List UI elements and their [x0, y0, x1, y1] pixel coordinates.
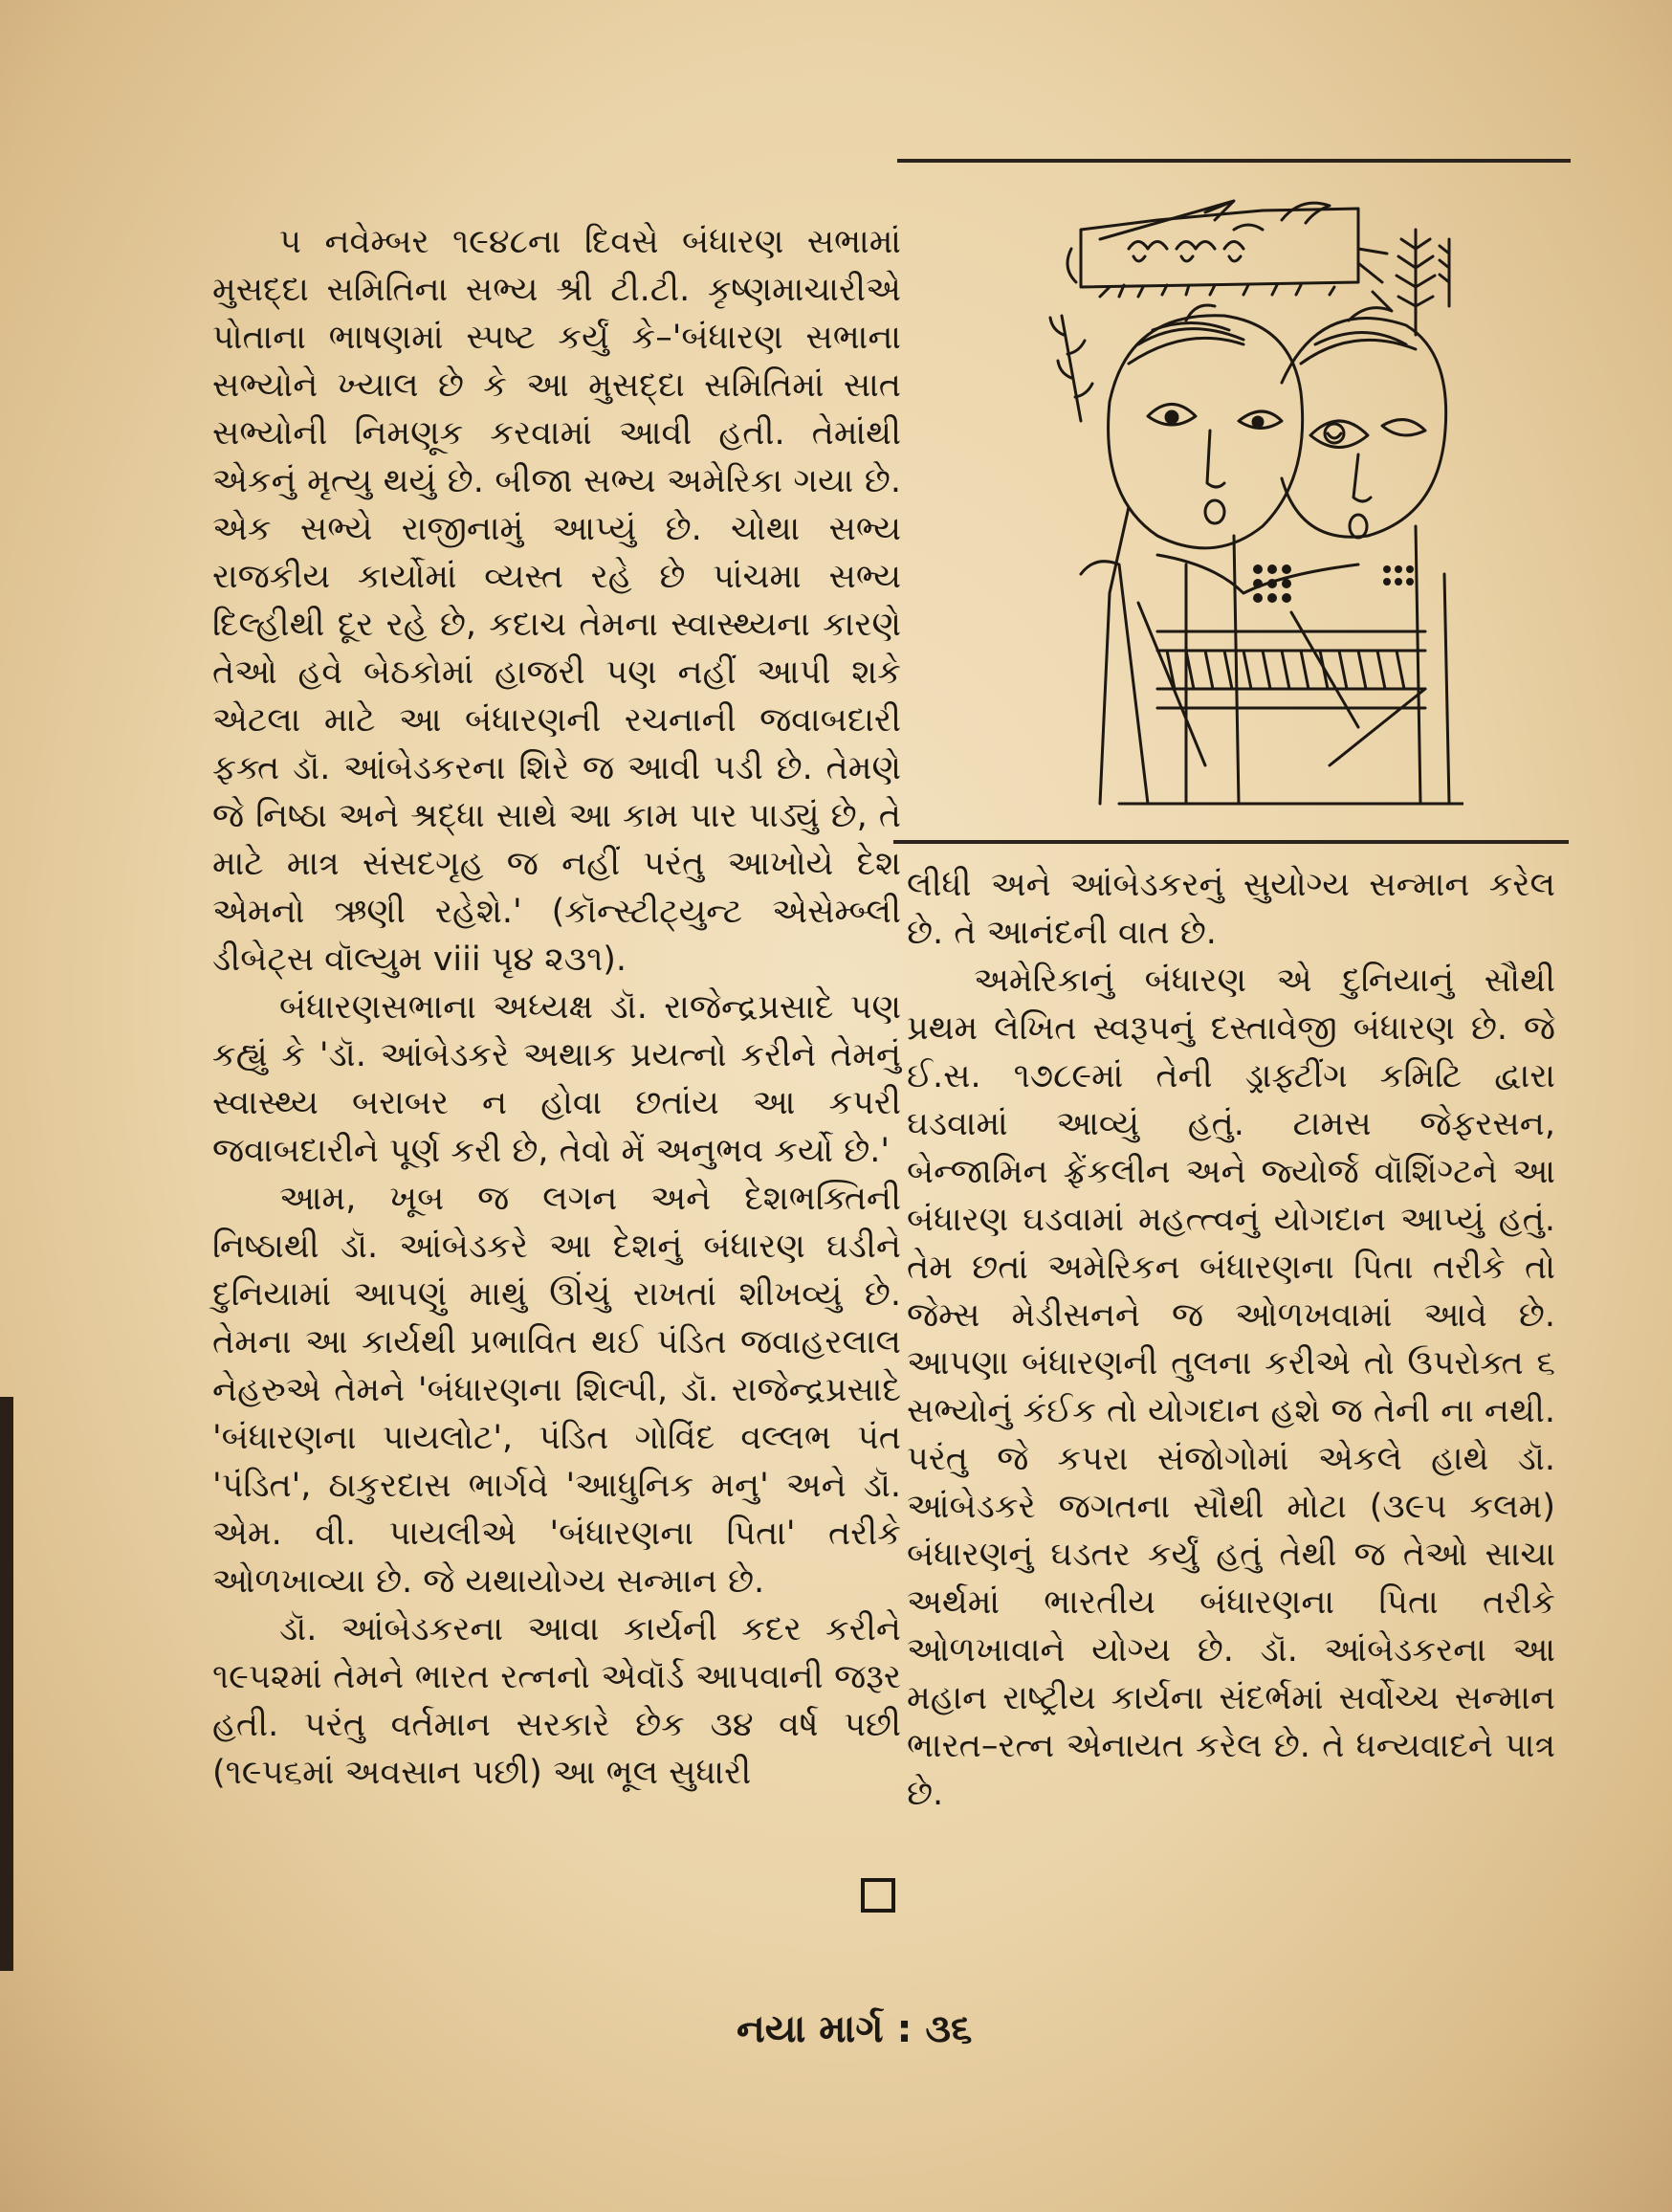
paragraph: આમ, ખૂબ જ લગન અને દેશભક્તિની નિષ્ઠાથી ડૉ. આંબેડકરે આ દેશનું બંધારણ ઘડીને દુનિયામાં આપણું માથું ઊંચું રાખતાં શીખવ્યું છે. તેમના આ કાર્યથી પ્રભાવિત થઈ પંડિત જવાહરલાલ નેહરુએ તેમને 'બંધારણના શિલ્પી, ડૉ. રાજેન્દ્રપ્રસાદે 'બંધારણના પાયલોટ', પંડિત ગોવિંદ વલ્લભ પંત 'પંડિત', ઠાકુરદાસ ભાર્ગવે 'આધુનિક મનુ' અને ડૉ. એમ. વી. પાયલીએ 'બંધારણના પિતા' તરીકે ઓળખાવ્યા છે. જે યથાયોગ્ય સન્માન છે.: [212, 1180, 901, 1601]
line-drawing-two-figures-icon: [1043, 191, 1463, 813]
left-column: [212, 218, 901, 1797]
right-column: [907, 861, 1555, 1818]
bottom-divider: [893, 840, 1569, 844]
page-footer: નયા માર્ગ : ૩૬: [737, 2007, 973, 2051]
page-edge-stain: [0, 1397, 13, 1971]
paragraph: બંધારણસભાના અધ્યક્ષ ડૉ. રાજેન્દ્રપ્રસાદે પણ કહ્યું કે 'ડૉ. આંબેડકરે અથાક પ્રયત્નો કરીને તેમનું સ્વાસ્થ્ય બરાબર ન હોવા છતાંય આ કપરી જવાબદારીને પૂર્ણ કરી છે, તેવો મેં અનુભવ કર્યો છે.': [212, 988, 901, 1170]
end-of-article-square-icon: [861, 1878, 895, 1913]
top-divider: [897, 159, 1571, 163]
paragraph: લીધી અને આંબેડકરનું સુયોગ્ય સન્માન કરેલ છે. તે આનંદની વાત છે.: [907, 866, 1555, 952]
paragraph: અમેરિકાનું બંધારણ એ દુનિયાનું સૌથી પ્રથમ લેખિત સ્વરૂપનું દસ્તાવેજી બંધારણ છે. જે ઈ.સ. ૧૭૮૯માં તેની ડ્રાફ્ટીંગ કમિટિ દ્વારા ઘડવામાં આવ્યું હતું. ટામસ જેફરસન, બેન્જામિન ફ્રેંકલીન અને જ્યોર્જ વૉશિંગ્ટને આ બંધારણ ઘડવામાં મહત્ત્વનું યોગદાન આપ્યું હતું. તેમ છતાં અમેરિકન બંધારણના પિતા તરીકે તો જેમ્સ મેડીસનને જ ઓળખવામાં આવે છે. આપણા બંધારણની તુલના કરીએ તો ઉપરોક્ત ૬ સભ્યોનું કંઈક તો યોગદાન હશે જ તેની ના નથી. પરંતુ જે કપરા સંજોગોમાં એકલે હાથે ડૉ. આંબેડકરે જગતના સૌથી મોટા (૩૯૫ કલમ) બંધારણનું ઘડતર કર્યું હતું તેથી જ તેઓ સાચા અર્થમાં ભારતીય બંધારણના પિતા તરીકે ઓળખાવાને યોગ્ય છે. ડૉ. આંબેડકરના આ મહાન રાષ્ટ્રીય કાર્યના સંદર્ભમાં સર્વોચ્ચ સન્માન ભારત–રત્ન એનાયત કરેલ છે. તે ધન્યવાદને પાત્ર છે.: [907, 962, 1555, 1813]
paragraph: ડૉ. આંબેડકરના આવા કાર્યની કદર કરીને ૧૯૫૨માં તેમને ભારત રત્નનો એવૉર્ડ આપવાની જરૂર હતી. પરંતુ વર્તમાન સરકારે છેક ૩૪ વર્ષ પછી (૧૯૫૬માં અવસાન પછી) આ ભૂલ સુધારી: [212, 1610, 901, 1792]
paragraph: ૫ નવેમ્બર ૧૯૪૮ના દિવસે બંધારણ સભામાં મુસદ્દા સમિતિના સભ્ય શ્રી ટી.ટી. કૃષ્ણમાચારીએ પોતાના ભાષણમાં સ્પષ્ટ કર્યું કે–'બંધારણ સભાના સભ્યોને ખ્યાલ છે કે આ મુસદ્દા સમિતિમાં સાત સભ્યોની નિમણૂક કરવામાં આવી હતી. તેમાંથી એકનું મૃત્યુ થયું છે. બીજા સભ્ય અમેરિકા ગયા છે. એક સભ્યે રાજીનામું આપ્યું છે. ચોથા સભ્ય રાજકીય કાર્યોમાં વ્યસ્ત રહે છે પાંચમા સભ્ય દિલ્હીથી દૂર રહે છે, કદાચ તેમના સ્વાસ્થ્યના કારણે તેઓ હવે બેઠકોમાં હાજરી પણ નહીં આપી શકે એટલા માટે આ બંધારણની રચનાની જવાબદારી ફક્ત ડૉ. આંબેડકરના શિરે જ આવી પડી છે. તેમણે જે નિષ્ઠા અને શ્રદ્ધા સાથે આ કામ પાર પાડ્યું છે, તે માટે માત્ર સંસદગૃહ જ નહીં પરંતુ આખોયે દેશ એમનો ઋણી રહેશે.' (કૉન્સ્ટીટ્યુન્ટ એસેમ્બ્લી ડીબેટ્સ વૉલ્યુમ viii પૃ૪ ૨૩૧).: [212, 223, 901, 979]
